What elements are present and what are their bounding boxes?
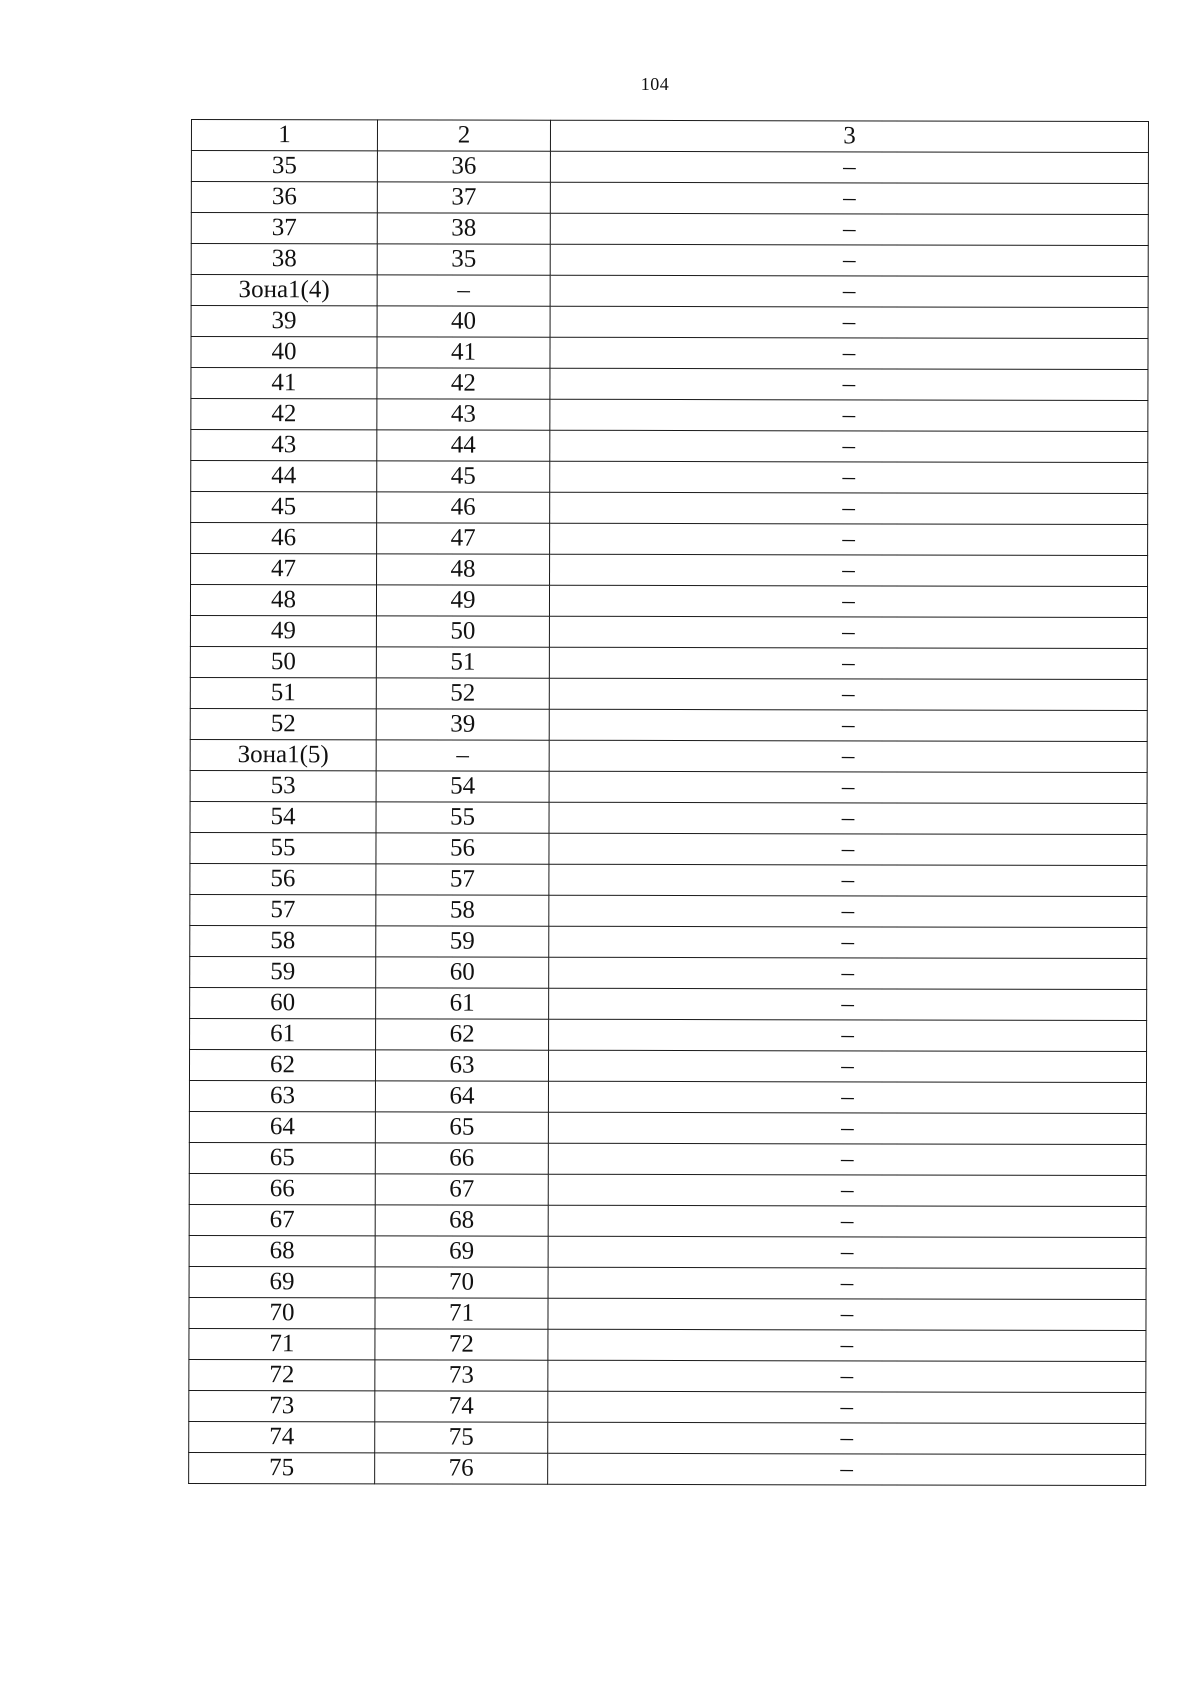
table-row [189,1390,1146,1423]
table-cell-col-2: 58 [376,895,549,926]
table-row [190,894,1147,927]
header-row [191,120,1148,153]
table-cell-col-2: 65 [375,1112,548,1143]
table-row [191,275,1148,308]
table-cell-col-3: – [549,771,1147,803]
table-row [190,956,1147,989]
table-cell-col-3: – [549,585,1147,617]
table-cell-col-3: – [548,1329,1146,1361]
table-cell-col-3: – [549,957,1147,989]
table-cell-col-1: 50 [190,646,376,677]
table-cell-col-3: – [548,1391,1146,1423]
table-cell-col-2: 43 [377,399,550,430]
table-cell-col-3: – [550,430,1148,462]
table-cell-col-3: – [549,802,1147,834]
page-number: 104 [640,74,670,94]
table-row [189,1328,1146,1361]
table-cell-col-2: 40 [377,306,550,337]
table-cell-col-1: 48 [190,585,376,616]
table-cell-col-1: 38 [191,244,377,275]
column-header-1: 1 [191,120,377,151]
table-cell-col-1: Зона1(5) [190,739,376,770]
table-cell-col-1: 62 [189,1049,375,1080]
table-cell-col-1: 66 [189,1173,375,1204]
table-cell-col-1: 45 [191,492,377,523]
table-row [191,523,1148,556]
table-cell-col-2: 62 [376,1019,549,1050]
table-row [191,492,1148,525]
table-cell-col-1: 73 [189,1390,375,1421]
table-cell-col-2: 55 [376,802,549,833]
table-row [189,1266,1146,1299]
table-cell-col-3: – [550,275,1148,307]
table-cell-col-2: 68 [375,1205,548,1236]
table-cell-col-1: 51 [190,677,376,708]
table-cell-col-2: 39 [376,709,549,740]
table-row [190,863,1147,896]
table-cell-col-2: 49 [376,585,549,616]
table-cell-col-2: 50 [376,616,549,647]
table-cell-col-1: 44 [191,461,377,492]
table-row [190,646,1147,679]
table-cell-col-2: 46 [377,492,550,523]
table-cell-col-1: 49 [190,615,376,646]
table-cell-col-1: 54 [190,801,376,832]
table-row [190,739,1147,772]
table-row [191,182,1148,215]
table-cell-col-3: – [549,926,1147,958]
table-cell-col-2: 60 [376,957,549,988]
table-row [191,306,1148,339]
table-cell-col-1: 47 [191,554,377,585]
table-cell-col-2: – [376,740,549,771]
table-cell-col-2: 57 [376,864,549,895]
table-cell-col-3: – [549,740,1147,772]
table-row [191,368,1148,401]
table-cell-col-3: – [550,492,1148,524]
table-cell-col-3: – [549,833,1147,865]
table-row [189,1204,1146,1237]
table-cell-col-1: 70 [189,1297,375,1328]
table-cell-col-1: 71 [189,1328,375,1359]
table-cell-col-2: 64 [375,1081,548,1112]
table-cell-col-3: – [550,182,1148,214]
table-cell-col-1: 53 [190,770,376,801]
table-row [190,925,1147,958]
table-cell-col-1: 41 [191,368,377,399]
table-row [190,1018,1147,1051]
table-row [191,399,1148,432]
table-header [191,120,1148,153]
table-cell-col-3: – [548,1422,1146,1454]
table-row [190,677,1147,710]
table-cell-col-3: – [550,554,1148,586]
table-cell-col-1: 39 [191,306,377,337]
table-cell-col-3: – [548,1081,1146,1113]
table-cell-col-1: 60 [190,987,376,1018]
table-cell-col-1: 46 [191,523,377,554]
table-cell-col-2: 66 [375,1143,548,1174]
table-row [190,801,1147,834]
table-cell-col-1: 72 [189,1359,375,1390]
table-cell-col-3: – [550,151,1148,183]
table-cell-col-1: 75 [189,1452,375,1483]
table-cell-col-3: – [548,1267,1146,1299]
table-row [189,1297,1146,1330]
table-cell-col-2: 70 [375,1267,548,1298]
data-table-container [188,119,1149,1486]
table-cell-col-3: – [550,337,1148,369]
table-cell-col-2: 63 [375,1050,548,1081]
table-cell-col-3: – [550,213,1148,245]
table-row [191,554,1148,587]
table-cell-col-2: 47 [377,523,550,554]
table-cell-col-3: – [549,895,1147,927]
table-cell-col-2: 38 [377,213,550,244]
table-cell-col-1: 52 [190,708,376,739]
table-row [191,244,1148,277]
table-cell-col-1: 61 [190,1018,376,1049]
table-cell-col-2: 48 [377,554,550,585]
table-cell-col-3: – [549,616,1147,648]
table-cell-col-3: – [550,368,1148,400]
table-cell-col-1: 64 [189,1111,375,1142]
table-cell-col-1: 57 [190,894,376,925]
table-row [190,615,1147,648]
table-cell-col-2: 44 [377,430,550,461]
table-row [189,1359,1146,1392]
table-cell-col-3: – [548,1236,1146,1268]
table-cell-col-3: – [550,399,1148,431]
table-cell-col-3: – [548,1298,1146,1330]
table-cell-col-2: 35 [377,244,550,275]
column-header-2: 2 [377,120,550,151]
table-cell-col-2: 54 [376,771,549,802]
table-row [190,832,1147,865]
table-row [189,1235,1146,1268]
table-row [190,770,1147,803]
table-cell-col-3: – [550,244,1148,276]
table-cell-col-2: 76 [375,1453,548,1484]
table-cell-col-2: 56 [376,833,549,864]
table-cell-col-2: 69 [375,1236,548,1267]
table-cell-col-1: 42 [191,399,377,430]
table-cell-col-3: – [548,1050,1146,1082]
table-cell-col-1: 67 [189,1204,375,1235]
table-cell-col-3: – [550,306,1148,338]
table-cell-col-2: 67 [375,1174,548,1205]
table-row [190,585,1147,618]
table-cell-col-1: 68 [189,1235,375,1266]
table-row [189,1080,1146,1113]
table-cell-col-3: – [548,1453,1146,1485]
table-cell-col-1: 74 [189,1421,375,1452]
table-cell-col-3: – [549,1019,1147,1051]
table-row [189,1421,1146,1454]
table-row [191,337,1148,370]
table-cell-col-1: 40 [191,337,377,368]
table-cell-col-1: 35 [191,151,377,182]
table-cell-col-3: – [548,1360,1146,1392]
table-row [189,1111,1146,1144]
table-cell-col-2: 74 [375,1391,548,1422]
table-cell-col-2: 36 [377,151,550,182]
table-row [189,1452,1146,1485]
table-row [191,151,1148,184]
table-row [189,1142,1146,1175]
table-cell-col-3: – [550,461,1148,493]
table-cell-col-3: – [550,523,1148,555]
column-header-3: 3 [550,120,1148,152]
table-cell-col-1: 36 [191,182,377,213]
table-cell-col-3: – [548,1174,1146,1206]
table-cell-col-1: Зона1(4) [191,275,377,306]
table-cell-col-3: – [549,988,1147,1020]
table-cell-col-1: 59 [190,956,376,987]
table-cell-col-1: 69 [189,1266,375,1297]
table-cell-col-1: 63 [189,1080,375,1111]
table-body [189,151,1149,1486]
table-cell-col-3: – [548,1205,1146,1237]
table-cell-col-3: – [548,1112,1146,1144]
table-cell-col-2: 42 [377,368,550,399]
table-cell-col-1: 43 [191,430,377,461]
table-cell-col-1: 65 [189,1142,375,1173]
table-cell-col-2: 45 [377,461,550,492]
table-cell-col-2: 52 [376,678,549,709]
table-cell-col-1: 56 [190,863,376,894]
table-row [191,461,1148,494]
table-row [191,430,1148,463]
table-cell-col-2: 73 [375,1360,548,1391]
table-row [189,1049,1146,1082]
table-cell-col-2: 71 [375,1298,548,1329]
table-cell-col-3: – [548,1143,1146,1175]
table-cell-col-3: – [549,678,1147,710]
table-cell-col-1: 37 [191,213,377,244]
table-row [189,1173,1146,1206]
table-row [191,213,1148,246]
table-cell-col-3: – [549,864,1147,896]
table-row [190,987,1147,1020]
table-cell-col-1: 58 [190,925,376,956]
data-table [188,119,1149,1486]
table-cell-col-2: 41 [377,337,550,368]
table-cell-col-2: 37 [377,182,550,213]
table-cell-col-2: 61 [376,988,549,1019]
table-cell-col-2: 75 [375,1422,548,1453]
table-cell-col-2: 59 [376,926,549,957]
table-cell-col-1: 55 [190,832,376,863]
table-cell-col-2: 72 [375,1329,548,1360]
table-cell-col-3: – [549,709,1147,741]
table-cell-col-3: – [549,647,1147,679]
table-cell-col-2: – [377,275,550,306]
table-cell-col-2: 51 [376,647,549,678]
table-row [190,708,1147,741]
